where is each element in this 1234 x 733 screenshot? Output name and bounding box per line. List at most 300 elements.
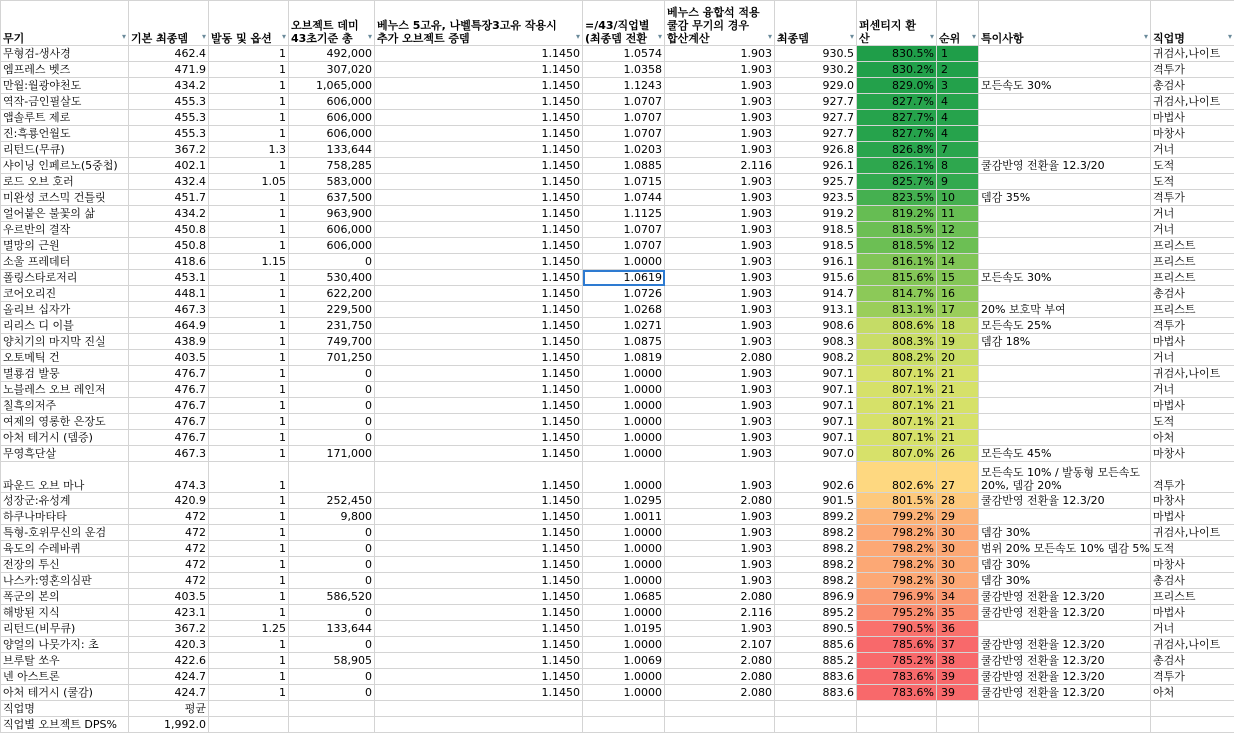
job-cell[interactable]: 격투가 [1151, 318, 1234, 334]
rank-cell[interactable]: 30 [937, 525, 979, 541]
job-cell[interactable]: 귀검사,나이트 [1151, 46, 1234, 62]
empty-cell[interactable] [979, 701, 1151, 717]
final-damage-cell[interactable]: 901.5 [775, 493, 857, 509]
object-damage-cell[interactable]: 0 [289, 557, 375, 573]
object-damage-cell[interactable]: 530,400 [289, 270, 375, 286]
percentage-cell[interactable]: 801.5% [857, 493, 937, 509]
option-cell[interactable]: 1 [209, 430, 289, 446]
weapon-cell[interactable]: 해방된 지식 [1, 605, 129, 621]
weapon-cell[interactable]: 양치기의 마지막 진실 [1, 334, 129, 350]
weapon-cell[interactable]: 올리브 십자가 [1, 302, 129, 318]
fusion-cell[interactable]: 1.903 [665, 126, 775, 142]
weapon-cell[interactable]: 나스카:영혼의심판 [1, 573, 129, 589]
weapon-cell[interactable]: 브루탈 쏘우 [1, 653, 129, 669]
final-damage-cell[interactable]: 907.0 [775, 446, 857, 462]
note-cell[interactable]: 쿨감반영 전환율 12.3/20 [979, 685, 1151, 701]
filter-dropdown-icon[interactable]: ▾ [282, 30, 286, 43]
empty-cell[interactable] [375, 717, 583, 733]
rank-cell[interactable]: 36 [937, 621, 979, 637]
final-damage-cell[interactable]: 923.5 [775, 190, 857, 206]
filter-dropdown-icon[interactable]: ▾ [972, 30, 976, 43]
empty-cell[interactable] [979, 717, 1151, 733]
percentage-cell[interactable]: 807.1% [857, 398, 937, 414]
venus-bonus-cell[interactable]: 1.1450 [375, 174, 583, 190]
option-cell[interactable]: 1 [209, 605, 289, 621]
object-damage-cell[interactable]: 0 [289, 382, 375, 398]
percentage-cell[interactable]: 826.1% [857, 158, 937, 174]
option-cell[interactable]: 1 [209, 206, 289, 222]
empty-cell[interactable] [209, 717, 289, 733]
percentage-cell[interactable]: 807.0% [857, 446, 937, 462]
note-cell[interactable]: 모든속도 45% [979, 446, 1151, 462]
job-cell[interactable]: 마법사 [1151, 509, 1234, 525]
conversion-cell[interactable]: 1.0069 [583, 653, 665, 669]
object-damage-cell[interactable]: 0 [289, 541, 375, 557]
conversion-cell[interactable]: 1.0000 [583, 398, 665, 414]
weapon-cell[interactable]: 샤이닝 인페르노(5중첩) [1, 158, 129, 174]
empty-cell[interactable] [375, 701, 583, 717]
weapon-cell[interactable]: 만월:월광야천도 [1, 78, 129, 94]
option-cell[interactable]: 1 [209, 62, 289, 78]
fusion-cell[interactable]: 1.903 [665, 62, 775, 78]
object-damage-cell[interactable]: 963,900 [289, 206, 375, 222]
note-cell[interactable] [979, 142, 1151, 158]
fusion-cell[interactable]: 1.903 [665, 190, 775, 206]
venus-bonus-cell[interactable]: 1.1450 [375, 669, 583, 685]
rank-cell[interactable]: 30 [937, 557, 979, 573]
conversion-cell[interactable]: 1.0271 [583, 318, 665, 334]
weapon-cell[interactable]: 특형-호위무신의 운검 [1, 525, 129, 541]
column-header[interactable] [209, 1, 289, 46]
note-cell[interactable] [979, 110, 1151, 126]
percentage-cell[interactable]: 825.7% [857, 174, 937, 190]
note-cell[interactable]: 뎀감 18% [979, 334, 1151, 350]
rank-cell[interactable]: 26 [937, 446, 979, 462]
percentage-cell[interactable]: 830.5% [857, 46, 937, 62]
note-cell[interactable] [979, 126, 1151, 142]
percentage-cell[interactable]: 798.2% [857, 541, 937, 557]
object-damage-cell[interactable]: 606,000 [289, 94, 375, 110]
base-damage-cell[interactable]: 423.1 [129, 605, 209, 621]
venus-bonus-cell[interactable]: 1.1450 [375, 462, 583, 493]
base-damage-cell[interactable]: 476.7 [129, 398, 209, 414]
base-damage-cell[interactable]: 455.3 [129, 126, 209, 142]
object-damage-cell[interactable]: 133,644 [289, 621, 375, 637]
weapon-cell[interactable]: 진:흑룡언월도 [1, 126, 129, 142]
venus-bonus-cell[interactable]: 1.1450 [375, 270, 583, 286]
conversion-cell[interactable]: 1.0885 [583, 158, 665, 174]
fusion-cell[interactable]: 2.080 [665, 350, 775, 366]
venus-bonus-cell[interactable]: 1.1450 [375, 414, 583, 430]
rank-cell[interactable]: 4 [937, 94, 979, 110]
fusion-cell[interactable]: 1.903 [665, 174, 775, 190]
weapon-cell[interactable]: 육도의 수레바퀴 [1, 541, 129, 557]
final-damage-cell[interactable]: 916.1 [775, 254, 857, 270]
rank-cell[interactable]: 12 [937, 238, 979, 254]
venus-bonus-cell[interactable]: 1.1450 [375, 94, 583, 110]
option-cell[interactable]: 1 [209, 446, 289, 462]
object-damage-cell[interactable]: 0 [289, 430, 375, 446]
option-cell[interactable]: 1.25 [209, 621, 289, 637]
rank-cell[interactable]: 38 [937, 653, 979, 669]
venus-bonus-cell[interactable]: 1.1450 [375, 190, 583, 206]
object-damage-cell[interactable]: 307,020 [289, 62, 375, 78]
column-header[interactable] [979, 1, 1151, 46]
note-cell[interactable] [979, 62, 1151, 78]
conversion-cell[interactable]: 1.0000 [583, 605, 665, 621]
object-damage-cell[interactable]: 606,000 [289, 110, 375, 126]
filter-dropdown-icon[interactable]: ▾ [1144, 30, 1148, 43]
object-damage-cell[interactable]: 0 [289, 669, 375, 685]
venus-bonus-cell[interactable]: 1.1450 [375, 318, 583, 334]
weapon-cell[interactable]: 엠프레스 벳즈 [1, 62, 129, 78]
base-damage-cell[interactable]: 434.2 [129, 206, 209, 222]
note-cell[interactable]: 뎀감 30% [979, 525, 1151, 541]
rank-cell[interactable]: 4 [937, 126, 979, 142]
final-damage-cell[interactable]: 890.5 [775, 621, 857, 637]
job-cell[interactable]: 거너 [1151, 382, 1234, 398]
note-cell[interactable]: 쿨감반영 전환율 12.3/20 [979, 493, 1151, 509]
venus-bonus-cell[interactable]: 1.1450 [375, 525, 583, 541]
base-damage-cell[interactable]: 432.4 [129, 174, 209, 190]
base-damage-cell[interactable]: 476.7 [129, 382, 209, 398]
option-cell[interactable]: 1 [209, 126, 289, 142]
weapon-cell[interactable]: 미완성 코스믹 건틀릿 [1, 190, 129, 206]
option-cell[interactable]: 1 [209, 110, 289, 126]
conversion-cell[interactable]: 1.0011 [583, 509, 665, 525]
final-damage-cell[interactable]: 885.6 [775, 637, 857, 653]
percentage-cell[interactable]: 818.5% [857, 222, 937, 238]
base-damage-cell[interactable]: 472 [129, 541, 209, 557]
job-cell[interactable]: 마법사 [1151, 110, 1234, 126]
option-cell[interactable]: 1 [209, 637, 289, 653]
empty-cell[interactable] [937, 701, 979, 717]
rank-cell[interactable]: 39 [937, 685, 979, 701]
conversion-cell[interactable]: 1.0819 [583, 350, 665, 366]
option-cell[interactable]: 1 [209, 94, 289, 110]
empty-cell[interactable] [583, 717, 665, 733]
rank-cell[interactable]: 30 [937, 541, 979, 557]
percentage-cell[interactable]: 807.1% [857, 366, 937, 382]
job-cell[interactable]: 아처 [1151, 430, 1234, 446]
final-damage-cell[interactable]: 925.7 [775, 174, 857, 190]
job-cell[interactable]: 거너 [1151, 206, 1234, 222]
fusion-cell[interactable]: 1.903 [665, 334, 775, 350]
weapon-cell[interactable]: 무형검-생사경 [1, 46, 129, 62]
note-cell[interactable] [979, 206, 1151, 222]
fusion-cell[interactable]: 2.107 [665, 637, 775, 653]
weapon-cell[interactable]: 우르반의 결작 [1, 222, 129, 238]
option-cell[interactable]: 1 [209, 238, 289, 254]
conversion-cell[interactable]: 1.0295 [583, 493, 665, 509]
weapon-cell[interactable]: 아처 테거시 (쿨감) [1, 685, 129, 701]
job-cell[interactable]: 도적 [1151, 414, 1234, 430]
rank-cell[interactable]: 21 [937, 382, 979, 398]
rank-cell[interactable]: 7 [937, 142, 979, 158]
final-damage-cell[interactable]: 907.1 [775, 430, 857, 446]
note-cell[interactable] [979, 509, 1151, 525]
column-header[interactable] [129, 1, 209, 46]
final-damage-cell[interactable]: 885.2 [775, 653, 857, 669]
fusion-cell[interactable]: 1.903 [665, 94, 775, 110]
base-damage-cell[interactable]: 448.1 [129, 286, 209, 302]
object-damage-cell[interactable]: 637,500 [289, 190, 375, 206]
weapon-cell[interactable]: 양얼의 나뭇가지: 초 [1, 637, 129, 653]
object-damage-cell[interactable] [289, 462, 375, 493]
rank-cell[interactable]: 30 [937, 573, 979, 589]
venus-bonus-cell[interactable]: 1.1450 [375, 493, 583, 509]
venus-bonus-cell[interactable]: 1.1450 [375, 589, 583, 605]
final-damage-cell[interactable]: 898.2 [775, 573, 857, 589]
percentage-cell[interactable]: 807.1% [857, 414, 937, 430]
weapon-cell[interactable]: 멸룡검 발뭉 [1, 366, 129, 382]
base-damage-cell[interactable]: 472 [129, 573, 209, 589]
final-damage-cell[interactable]: 907.1 [775, 414, 857, 430]
option-cell[interactable]: 1 [209, 414, 289, 430]
note-cell[interactable] [979, 238, 1151, 254]
rank-cell[interactable]: 21 [937, 398, 979, 414]
final-damage-cell[interactable]: 907.1 [775, 366, 857, 382]
column-header[interactable] [857, 1, 937, 46]
venus-bonus-cell[interactable]: 1.1450 [375, 541, 583, 557]
option-cell[interactable]: 1 [209, 350, 289, 366]
object-damage-cell[interactable]: 229,500 [289, 302, 375, 318]
object-damage-cell[interactable]: 58,905 [289, 653, 375, 669]
job-cell[interactable]: 마창사 [1151, 446, 1234, 462]
conversion-cell[interactable]: 1.0000 [583, 573, 665, 589]
option-cell[interactable]: 1 [209, 46, 289, 62]
base-damage-cell[interactable]: 438.9 [129, 334, 209, 350]
base-damage-cell[interactable]: 420.9 [129, 493, 209, 509]
final-damage-cell[interactable]: 898.2 [775, 557, 857, 573]
object-damage-cell[interactable]: 0 [289, 254, 375, 270]
filter-dropdown-icon[interactable]: ▾ [122, 30, 126, 43]
venus-bonus-cell[interactable]: 1.1450 [375, 685, 583, 701]
option-cell[interactable]: 1 [209, 398, 289, 414]
empty-cell[interactable] [775, 717, 857, 733]
conversion-cell[interactable]: 1.0685 [583, 589, 665, 605]
job-cell[interactable]: 귀검사,나이트 [1151, 94, 1234, 110]
note-cell[interactable]: 쿨감반영 전환율 12.3/20 [979, 158, 1151, 174]
empty-cell[interactable] [289, 717, 375, 733]
conversion-cell[interactable]: 1.0619 [583, 270, 665, 286]
base-damage-cell[interactable]: 471.9 [129, 62, 209, 78]
final-damage-cell[interactable]: 930.5 [775, 46, 857, 62]
conversion-cell[interactable]: 1.0000 [583, 430, 665, 446]
note-cell[interactable]: 쿨감반영 전환율 12.3/20 [979, 637, 1151, 653]
base-damage-cell[interactable]: 420.3 [129, 637, 209, 653]
option-cell[interactable]: 1 [209, 302, 289, 318]
fusion-cell[interactable]: 1.903 [665, 222, 775, 238]
job-cell[interactable]: 귀검사,나이트 [1151, 637, 1234, 653]
base-damage-cell[interactable]: 402.1 [129, 158, 209, 174]
object-damage-cell[interactable]: 492,000 [289, 46, 375, 62]
column-header[interactable] [775, 1, 857, 46]
base-damage-cell[interactable]: 455.3 [129, 110, 209, 126]
conversion-cell[interactable]: 1.0000 [583, 637, 665, 653]
object-damage-cell[interactable]: 0 [289, 605, 375, 621]
conversion-cell[interactable]: 1.0000 [583, 254, 665, 270]
venus-bonus-cell[interactable]: 1.1450 [375, 62, 583, 78]
fusion-cell[interactable]: 1.903 [665, 557, 775, 573]
object-damage-cell[interactable]: 749,700 [289, 334, 375, 350]
base-damage-cell[interactable]: 472 [129, 557, 209, 573]
object-damage-cell[interactable]: 701,250 [289, 350, 375, 366]
weapon-cell[interactable]: 아처 테거시 (뎀증) [1, 430, 129, 446]
fusion-cell[interactable]: 2.080 [665, 669, 775, 685]
fusion-cell[interactable]: 1.903 [665, 110, 775, 126]
footer-job-label[interactable]: 직업명 [1, 701, 129, 717]
note-cell[interactable] [979, 414, 1151, 430]
weapon-cell[interactable]: 멸망의 근원 [1, 238, 129, 254]
empty-cell[interactable] [1151, 701, 1234, 717]
conversion-cell[interactable]: 1.0875 [583, 334, 665, 350]
object-damage-cell[interactable]: 0 [289, 525, 375, 541]
rank-cell[interactable]: 3 [937, 78, 979, 94]
job-cell[interactable]: 마창사 [1151, 493, 1234, 509]
base-damage-cell[interactable]: 367.2 [129, 142, 209, 158]
venus-bonus-cell[interactable]: 1.1450 [375, 158, 583, 174]
percentage-cell[interactable]: 829.0% [857, 78, 937, 94]
job-cell[interactable]: 귀검사,나이트 [1151, 366, 1234, 382]
rank-cell[interactable]: 34 [937, 589, 979, 605]
final-damage-cell[interactable]: 926.8 [775, 142, 857, 158]
job-cell[interactable]: 총검사 [1151, 286, 1234, 302]
filter-dropdown-icon[interactable]: ▾ [658, 30, 662, 43]
base-damage-cell[interactable]: 453.1 [129, 270, 209, 286]
base-damage-cell[interactable]: 476.7 [129, 430, 209, 446]
percentage-cell[interactable]: 815.6% [857, 270, 937, 286]
percentage-cell[interactable]: 823.5% [857, 190, 937, 206]
final-damage-cell[interactable]: 883.6 [775, 669, 857, 685]
venus-bonus-cell[interactable]: 1.1450 [375, 142, 583, 158]
base-damage-cell[interactable]: 462.4 [129, 46, 209, 62]
column-header[interactable] [289, 1, 375, 46]
final-damage-cell[interactable]: 896.9 [775, 589, 857, 605]
option-cell[interactable]: 1 [209, 270, 289, 286]
object-damage-cell[interactable]: 622,200 [289, 286, 375, 302]
rank-cell[interactable]: 17 [937, 302, 979, 318]
note-cell[interactable] [979, 254, 1151, 270]
final-damage-cell[interactable]: 914.7 [775, 286, 857, 302]
percentage-cell[interactable]: 783.6% [857, 685, 937, 701]
venus-bonus-cell[interactable]: 1.1450 [375, 637, 583, 653]
venus-bonus-cell[interactable]: 1.1450 [375, 110, 583, 126]
percentage-cell[interactable]: 827.7% [857, 126, 937, 142]
job-cell[interactable]: 총검사 [1151, 653, 1234, 669]
job-cell[interactable]: 도적 [1151, 174, 1234, 190]
option-cell[interactable]: 1 [209, 78, 289, 94]
object-damage-cell[interactable]: 171,000 [289, 446, 375, 462]
fusion-cell[interactable]: 1.903 [665, 509, 775, 525]
note-cell[interactable]: 쿨감반영 전환율 12.3/20 [979, 605, 1151, 621]
final-damage-cell[interactable]: 926.1 [775, 158, 857, 174]
job-cell[interactable]: 거너 [1151, 142, 1234, 158]
venus-bonus-cell[interactable]: 1.1450 [375, 430, 583, 446]
job-cell[interactable]: 프리스트 [1151, 302, 1234, 318]
note-cell[interactable]: 모든속도 30% [979, 78, 1151, 94]
object-damage-cell[interactable]: 0 [289, 398, 375, 414]
weapon-cell[interactable]: 폭군의 본의 [1, 589, 129, 605]
base-damage-cell[interactable]: 472 [129, 525, 209, 541]
note-cell[interactable]: 범위 20% 모든속도 10% 뎀감 5% [979, 541, 1151, 557]
empty-cell[interactable] [665, 701, 775, 717]
column-header[interactable] [937, 1, 979, 46]
fusion-cell[interactable]: 2.080 [665, 589, 775, 605]
rank-cell[interactable]: 4 [937, 110, 979, 126]
fusion-cell[interactable]: 1.903 [665, 462, 775, 493]
conversion-cell[interactable]: 1.0000 [583, 557, 665, 573]
conversion-cell[interactable]: 1.0707 [583, 110, 665, 126]
job-cell[interactable]: 마창사 [1151, 126, 1234, 142]
rank-cell[interactable]: 19 [937, 334, 979, 350]
base-damage-cell[interactable]: 367.2 [129, 621, 209, 637]
option-cell[interactable]: 1 [209, 462, 289, 493]
object-damage-cell[interactable]: 0 [289, 637, 375, 653]
percentage-cell[interactable]: 830.2% [857, 62, 937, 78]
venus-bonus-cell[interactable]: 1.1450 [375, 398, 583, 414]
conversion-cell[interactable]: 1.0203 [583, 142, 665, 158]
option-cell[interactable]: 1 [209, 334, 289, 350]
conversion-cell[interactable]: 1.0707 [583, 238, 665, 254]
venus-bonus-cell[interactable]: 1.1450 [375, 78, 583, 94]
venus-bonus-cell[interactable]: 1.1450 [375, 254, 583, 270]
venus-bonus-cell[interactable]: 1.1450 [375, 653, 583, 669]
option-cell[interactable]: 1.15 [209, 254, 289, 270]
job-cell[interactable]: 마법사 [1151, 334, 1234, 350]
venus-bonus-cell[interactable]: 1.1450 [375, 350, 583, 366]
fusion-cell[interactable]: 1.903 [665, 621, 775, 637]
percentage-cell[interactable]: 808.2% [857, 350, 937, 366]
base-damage-cell[interactable]: 403.5 [129, 350, 209, 366]
column-header[interactable] [1, 1, 129, 46]
fusion-cell[interactable]: 1.903 [665, 398, 775, 414]
weapon-cell[interactable]: 코어오리진 [1, 286, 129, 302]
fusion-cell[interactable]: 1.903 [665, 78, 775, 94]
venus-bonus-cell[interactable]: 1.1450 [375, 302, 583, 318]
base-damage-cell[interactable]: 476.7 [129, 366, 209, 382]
job-cell[interactable]: 격투가 [1151, 190, 1234, 206]
weapon-cell[interactable]: 역작-금인필살도 [1, 94, 129, 110]
job-cell[interactable]: 마법사 [1151, 605, 1234, 621]
job-cell[interactable]: 마창사 [1151, 557, 1234, 573]
conversion-cell[interactable]: 1.0358 [583, 62, 665, 78]
final-damage-cell[interactable]: 883.6 [775, 685, 857, 701]
job-cell[interactable]: 프리스트 [1151, 589, 1234, 605]
conversion-cell[interactable]: 1.0268 [583, 302, 665, 318]
option-cell[interactable]: 1 [209, 509, 289, 525]
venus-bonus-cell[interactable]: 1.1450 [375, 46, 583, 62]
conversion-cell[interactable]: 1.0707 [583, 222, 665, 238]
note-cell[interactable] [979, 398, 1151, 414]
empty-cell[interactable] [775, 701, 857, 717]
fusion-cell[interactable]: 1.903 [665, 382, 775, 398]
note-cell[interactable] [979, 366, 1151, 382]
venus-bonus-cell[interactable]: 1.1450 [375, 382, 583, 398]
empty-cell[interactable] [289, 701, 375, 717]
job-cell[interactable]: 귀검사,나이트 [1151, 525, 1234, 541]
object-damage-cell[interactable]: 758,285 [289, 158, 375, 174]
column-header[interactable] [375, 1, 583, 46]
percentage-cell[interactable]: 790.5% [857, 621, 937, 637]
conversion-cell[interactable]: 1.1243 [583, 78, 665, 94]
note-cell[interactable] [979, 222, 1151, 238]
option-cell[interactable]: 1 [209, 222, 289, 238]
job-cell[interactable]: 총검사 [1151, 573, 1234, 589]
fusion-cell[interactable]: 1.903 [665, 541, 775, 557]
base-damage-cell[interactable]: 450.8 [129, 238, 209, 254]
base-damage-cell[interactable]: 467.3 [129, 446, 209, 462]
